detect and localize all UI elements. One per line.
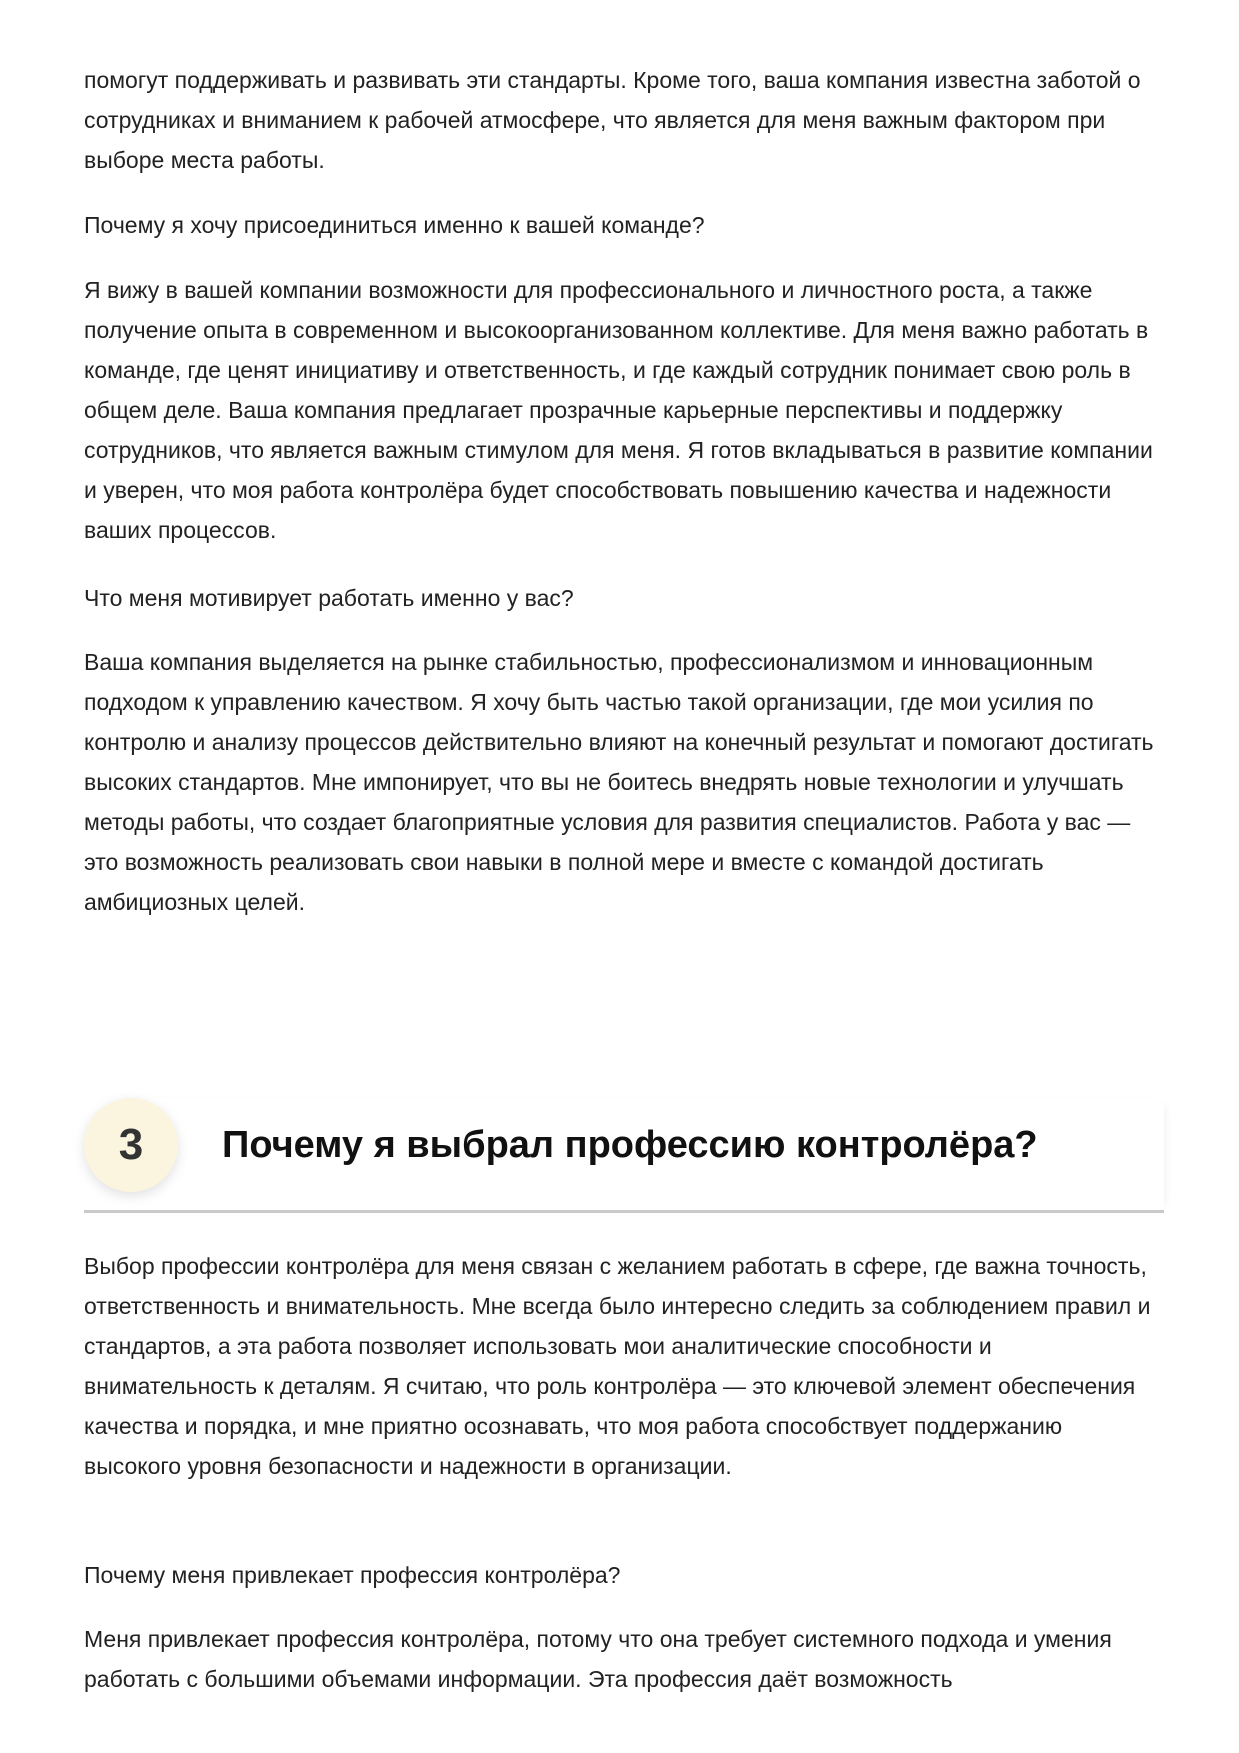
section-paragraph-attraction: Меня привлекает профессия контролёра, потому что она требует системного подхода и умения работать с большими объемами информации. Эта профессия даёт возможность [84, 1626, 1112, 1692]
intro-paragraph: помогут поддерживать и развивать эти стандарты. Кроме того, ваша компания известна заботой о сотрудниках и вниманием к рабочей атмосфере, что является для меня важным фактором при выборе места работы. [84, 67, 1141, 173]
question-motivation: Что меня мотивирует работать именно у вас? [84, 585, 574, 611]
answer-join-team: Я вижу в вашей компании возможности для профессионального и личностного роста, а также получение опыта в современном и высокоорганизованном коллективе. Для меня важно работать в команде, где ценят инициативу и ответственность, и где каждый сотрудник понимает свою роль в общем деле. Ваша компания предлагает прозрачные карьерные перспективы и поддержку сотрудников, что является важным стимулом для меня. Я готов вкладываться в развитие компании и уверен, что моя работа контролёра будет способствовать повышению качества и надежности ваших процессов. [84, 277, 1153, 543]
section-number-badge: 3 [84, 1098, 178, 1192]
section-paragraph-choice: Выбор профессии контролёра для меня связан с желанием работать в сфере, где важна точность, ответственность и внимательность. Мне всегда было интересно следить за соблюдением правил и стандартов, а эта работа позволяет использовать мои аналитические способности и внимательность к деталям. Я считаю, что роль контролёра — это ключевой элемент обеспечения качества и порядка, и мне приятно осознавать, что моя работа способствует поддержанию высокого уровня безопасности и надежности в организации. [84, 1253, 1151, 1479]
section-header [84, 1098, 1164, 1213]
answer-motivation: Ваша компания выделяется на рынке стабильностью, профессионализмом и инновационным подходом к управлению качеством. Я хочу быть частью такой организации, где мои усилия по контролю и анализу процессов действительно влияют на конечный результат и помогают достигать высоких стандартов. Мне импонирует, что вы не боитесь внедрять новые технологии и улучшать методы работы, что создает благоприятные условия для развития специалистов. Работа у вас — это возможность реализовать свои навыки в полной мере и вместе с командой достигать амбициозных целей. [84, 649, 1154, 915]
question-attraction: Почему меня привлекает профессия контролёра? [84, 1562, 621, 1588]
question-join-team: Почему я хочу присоединиться именно к вашей команде? [84, 212, 705, 238]
section-title: Почему я выбрал профессию контролёра? [222, 1124, 1038, 1166]
